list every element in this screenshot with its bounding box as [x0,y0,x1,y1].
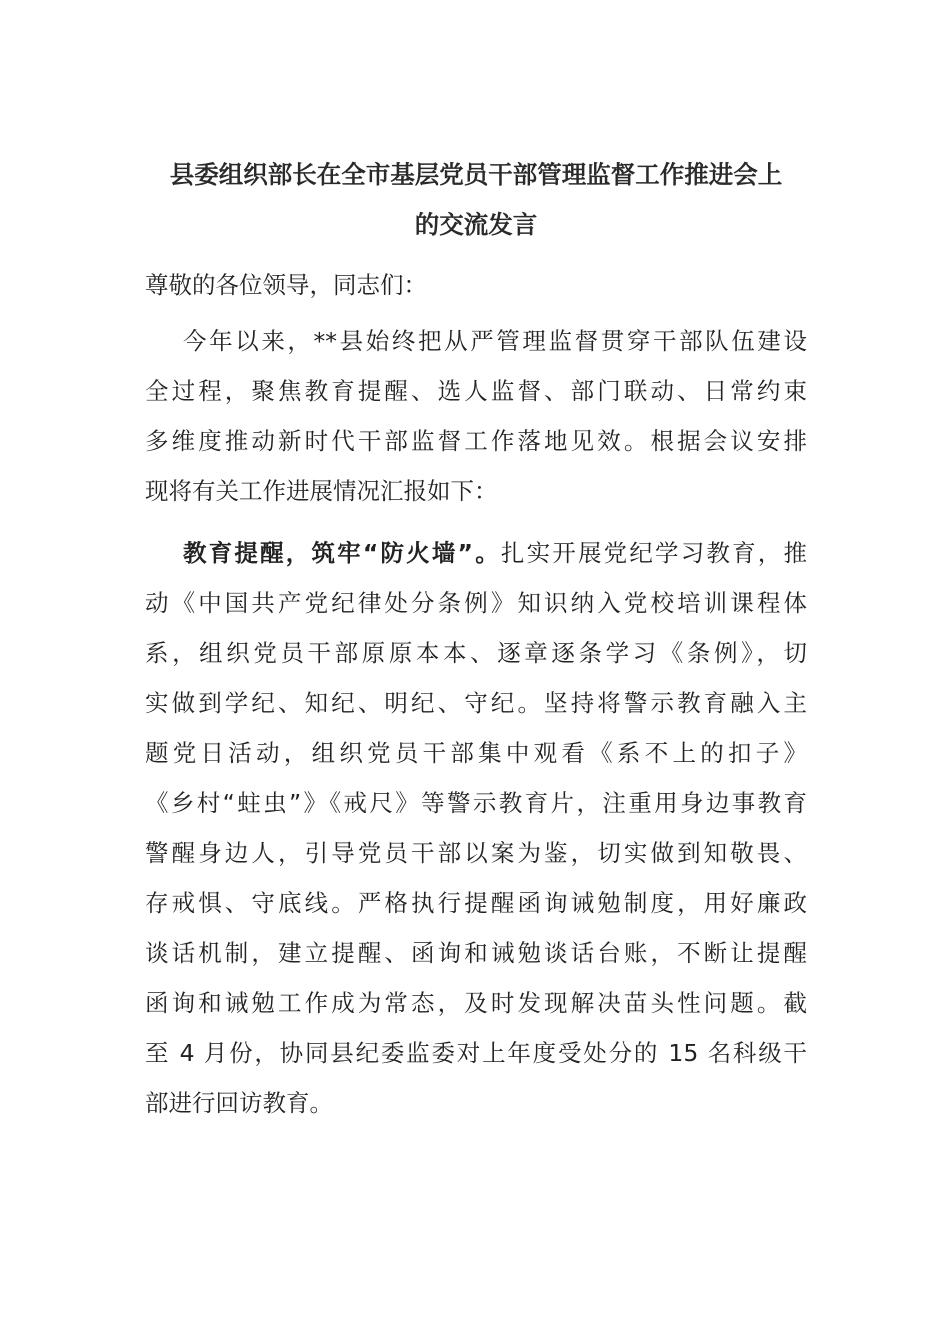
paragraph-line: 至 4 月份，协同县纪委监委对上年度受处分的 15 名科级干 [145,1039,807,1067]
paragraph-line: 警醒身边人，引导党员干部以案为鉴，切实做到知敬畏、 [145,839,807,867]
paragraph-line: 现将有关工作进展情况汇报如下： [145,477,498,505]
paragraph-line: 实做到学纪、知纪、明纪、守纪。坚持将警示教育融入主 [145,689,807,717]
section-lead-heading: 教育提醒，筑牢“防火墙”。 [183,539,501,567]
paragraph-line: 系，组织党员干部原原本本、逐章逐条学习《条例》，切 [145,639,807,667]
salutation: 尊敬的各位领导，同志们： [145,271,427,299]
paragraph-intro [145,316,807,516]
paragraph-line: 动《中国共产党纪律处分条例》知识纳入党校培训课程体 [145,589,807,617]
paragraph-line: 谈话机制，建立提醒、函询和诫勉谈话台账，不断让提醒 [145,939,807,967]
paragraph-education-reminder [145,528,807,1128]
paragraph-line: 函询和诫勉工作成为常态，及时发现解决苗头性问题。截 [145,989,807,1017]
paragraph-line: 全过程，聚焦教育提醒、选人监督、部门联动、日常约束 [145,377,807,405]
paragraph-line: 多维度推动新时代干部监督工作落地见效。根据会议安排 [145,427,807,455]
title-line-1: 县委组织部长在全市基层党员干部管理监督工作推进会上 [169,160,783,189]
paragraph-line: 题党日活动，组织党员干部集中观看《系不上的扣子》 [145,739,807,767]
title-line-2: 的交流发言 [414,210,538,239]
document-title [145,150,807,250]
paragraph-line [145,528,807,578]
paragraph-line: 《乡村“蛀虫”》《戒尺》等警示教育片，注重用身边事教育 [145,789,807,817]
paragraph-line: 存戒惧、守底线。严格执行提醒函询诫勉制度，用好廉政 [145,889,807,917]
paragraph-line: 部进行回访教育。 [145,1089,333,1117]
paragraph-line-text: 扎实开展党纪学习教育，推 [500,539,808,567]
paragraph-line: 今年以来，**县始终把从严管理监督贯穿干部队伍建设 [183,327,807,355]
document-page [145,150,807,1140]
